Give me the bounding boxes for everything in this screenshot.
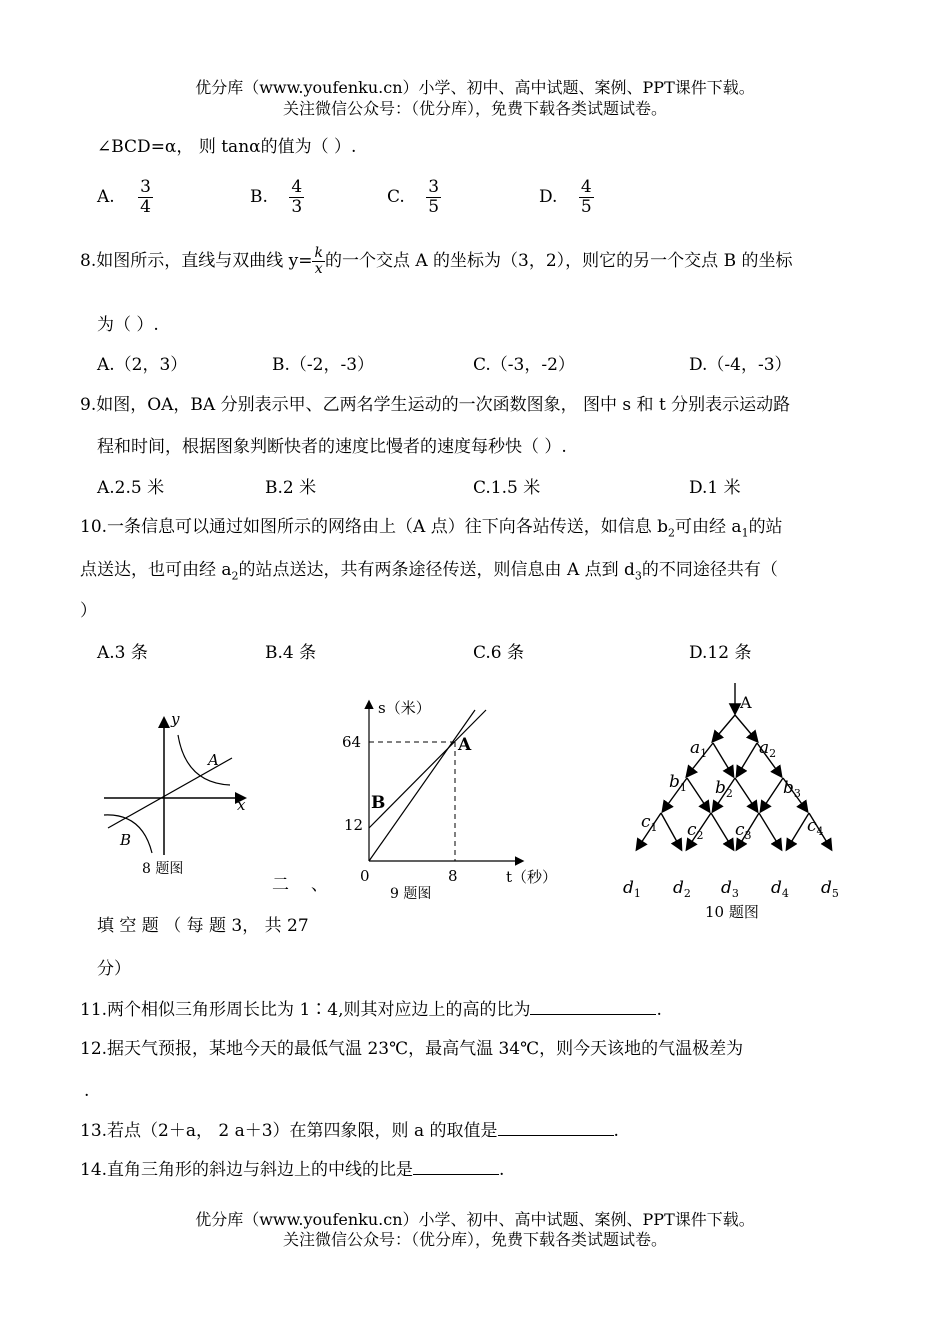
fig10-d2: $d_2$ — [673, 878, 691, 900]
fig9-tick-64: 64 — [342, 733, 362, 751]
q10-line-2: 点送达，也可由经 $a_2$的站点送达，共有两条途径传送，则信息由 A 点到 $d_3$的不同途径共有（ — [80, 560, 778, 583]
q7-option-b-label: B. — [250, 187, 268, 207]
fig10-c1: $c_1$ — [641, 812, 658, 834]
fig10-c4: $c_4$ — [807, 816, 824, 838]
q9-option-b: B.2 米 — [265, 478, 317, 498]
q8-option-c: C.（-3，-2） — [473, 355, 575, 375]
q14: 14.直角三角形的斜边与斜边上的中线的比是 . — [80, 1160, 505, 1180]
q7-option-a-fraction: $\frac{3}{4}$ — [140, 177, 151, 217]
q13-text: 13.若点（2＋a， 2 a＋3）在第四象限，则 a 的取值是 — [80, 1121, 498, 1141]
header-line-1: 优分库（www.youfenku.cn）小学、初中、高中试题、案例、PPT课件下载。 — [195, 78, 755, 97]
figure-10 — [615, 675, 855, 925]
q13: 13.若点（2＋a， 2 a＋3）在第四象限，则 a 的取值是 . — [80, 1121, 619, 1141]
q7-option-d — [539, 178, 594, 217]
fig10-d3: $d_3$ — [721, 878, 739, 900]
q11-answer-blank[interactable] — [530, 998, 656, 1015]
fig9-s-label: s（米） — [378, 699, 431, 717]
fig10-c3: $c_3$ — [735, 820, 752, 842]
q10-option-d: D.12 条 — [689, 643, 752, 663]
q9-option-c: C.1.5 米 — [473, 478, 541, 498]
q9-option-a: A.2.5 米 — [97, 478, 165, 498]
fig9-caption: 9 题图 — [390, 886, 432, 902]
q8-option-d: D.（-4，-3） — [689, 355, 792, 375]
fig9-tick-8: 8 — [448, 867, 458, 885]
fig9-point-a: A — [458, 735, 472, 755]
q13-answer-blank[interactable] — [498, 1119, 614, 1136]
fig10-a1: $a_1$ — [690, 738, 708, 760]
fig9-line-ba — [369, 710, 486, 828]
q7-option-a — [97, 178, 153, 217]
q9-option-d: D.1 米 — [689, 478, 741, 498]
fig8-point-b: B — [120, 831, 132, 849]
fig10-b2: $b_2$ — [715, 778, 733, 800]
fig10-a2: $a_2$ — [759, 738, 777, 760]
q8-line-1 — [80, 246, 792, 277]
section-2-number: 二 — [272, 875, 289, 895]
figure-9 — [338, 692, 573, 907]
fig8-point-a: A — [208, 751, 219, 769]
footer-line-1: 优分库（www.youfenku.cn）小学、初中、高中试题、案例、PPT课件下载。 — [195, 1210, 755, 1229]
q8-option-b: B.（-2，-3） — [272, 355, 375, 375]
q8-fraction: $\frac{k}{x}$ — [314, 245, 323, 277]
fig9-line-oa — [369, 710, 475, 861]
q7-option-d-fraction: $\frac{4}{5}$ — [580, 177, 592, 217]
q7-text: ∠BCD=α， 则 tanα的值为（ ）. — [97, 137, 357, 157]
fig9-tick-12: 12 — [344, 816, 364, 834]
section-2-title-cont: 分） — [97, 959, 131, 979]
q11-text: 11.两个相似三角形周长比为 1∶4,则其对应边上的高的比为 — [80, 1000, 531, 1020]
fig8-y-label: y — [171, 710, 180, 728]
section-2-comma: 、 — [311, 875, 328, 895]
figure-8 — [98, 705, 258, 885]
fig8-x-label: x — [237, 796, 246, 814]
fig10-b1: $b_1$ — [669, 772, 687, 794]
fig9-point-b: B — [371, 793, 386, 813]
q7-option-c-fraction: $\frac{3}{5}$ — [428, 177, 440, 217]
fig10-c2: $c_2$ — [687, 820, 704, 842]
footer-line-2: 关注微信公众号：（优分库），免费下载各类试题试卷。 — [282, 1230, 667, 1249]
header-line-2: 关注微信公众号：（优分库），免费下载各类试题试卷。 — [282, 99, 667, 118]
q8-text-post: 的一个交点 A 的坐标为（3，2），则它的另一个交点 B 的坐标 — [324, 251, 793, 271]
fig10-d1: $d_1$ — [623, 878, 641, 900]
q10-option-b: B.4 条 — [265, 643, 317, 663]
q10-option-a: A.3 条 — [97, 643, 148, 663]
q8-line-2: 为（ ）. — [97, 315, 159, 335]
q9-line-1: 9.如图，OA，BA 分别表示甲、乙两名学生运动的一次函数图象， 图中 s 和 t 分别表示运动路 — [80, 395, 791, 415]
q12 — [80, 1038, 743, 1060]
q14-answer-blank[interactable] — [413, 1158, 499, 1175]
q12-text: 12.据天气预报，某地今天的最低气温 23℃，最高气温 34℃，则今天该地的气温极差为 — [80, 1039, 744, 1059]
fig10-d4: $d_4$ — [771, 878, 789, 900]
q7-option-c-label: C. — [387, 187, 405, 207]
q9-line-2: 程和时间，根据图象判断快者的速度比慢者的速度每秒快（ ）. — [97, 437, 567, 457]
section-2-title: 填 空 题 （ 每 题 3， 共 27 — [97, 916, 309, 936]
fig10-d5: $d_5$ — [821, 878, 839, 900]
q7-option-b-fraction: $\frac{4}{3}$ — [291, 177, 303, 217]
q12-end: . — [84, 1081, 90, 1101]
q7-option-b — [250, 178, 304, 217]
q10-option-c: C.6 条 — [473, 643, 525, 663]
fig8-caption: 8 题图 — [142, 861, 184, 877]
q14-text: 14.直角三角形的斜边与斜边上的中线的比是 — [80, 1160, 414, 1180]
q10-line-1: 10.一条信息可以通过如图所示的网络由上（A 点）往下向各站传送，如信息 $b_2$可由经 $a_1$的站 — [80, 517, 783, 540]
fig10-caption: 10 题图 — [705, 903, 759, 921]
q7-option-a-label: A. — [97, 187, 115, 207]
q11: 11.两个相似三角形周长比为 1∶4,则其对应边上的高的比为 . — [80, 1000, 662, 1020]
q8-text-pre: 8.如图所示，直线与双曲线 y= — [80, 251, 313, 271]
fig9-t-label: t（秒） — [506, 868, 558, 886]
q7-option-c — [387, 178, 441, 217]
q10-line-3: ） — [80, 601, 97, 621]
fig10-network — [637, 683, 831, 849]
q7-option-d-label: D. — [539, 187, 558, 207]
fig10-node-a: A — [740, 693, 752, 712]
fig8-hyperbola-upper — [178, 735, 230, 785]
q8-option-a: A.（2，3） — [97, 355, 188, 375]
fig10-b3: $b_3$ — [783, 778, 801, 800]
fig9-origin: 0 — [360, 867, 370, 885]
